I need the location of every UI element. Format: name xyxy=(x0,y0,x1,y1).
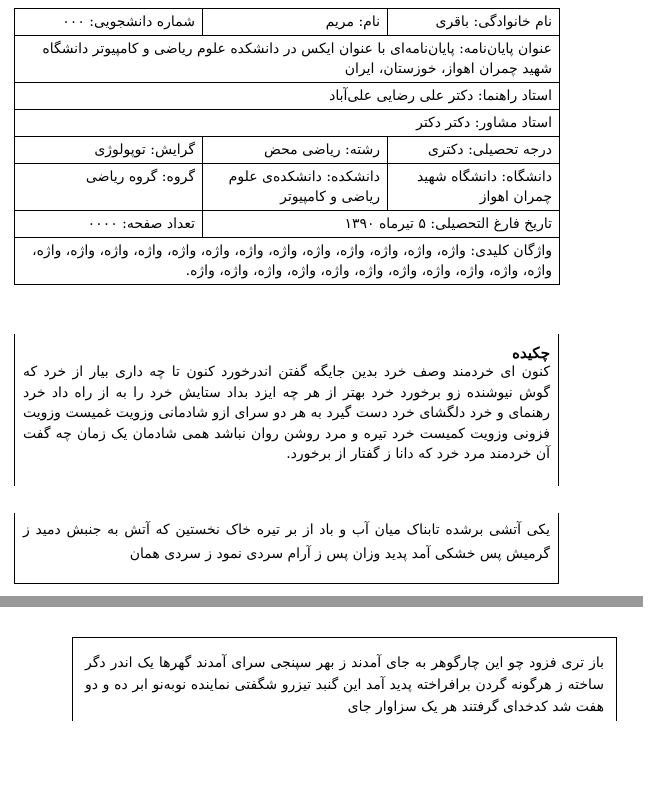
date-row xyxy=(15,211,560,238)
first-name: نام: مریم xyxy=(203,9,388,36)
student-id: شماره دانشجویی: ۰۰۰ xyxy=(15,9,203,36)
continuation-text: یکی آتشی برشده تابناک میان آب و باد از بر تیره خاک نخستین که آتش به جنبش دمید ز گرمیش پس خشکی آمد پدید وزان پس ز آرام سردی نمود ز سردی همان xyxy=(23,522,550,562)
thesis-title: عنوان پایان‌نامه: پایان‌نامه‌ای با عنوان ایکس در دانشکده علوم ریاضی و کامپیوتر دانشگاه شهید چمران اهواز، خوزستان، ایران xyxy=(15,36,560,83)
keywords-row xyxy=(15,238,560,285)
degree: درجه تحصیلی: دکتری xyxy=(388,137,560,164)
title-row xyxy=(15,36,560,83)
advisor-row xyxy=(15,110,560,137)
abstract-continuation xyxy=(14,513,559,584)
university-row xyxy=(15,164,560,211)
graduation-date: تاریخ فارغ التحصیلی: ۵ تیرماه ۱۳۹۰ xyxy=(203,211,560,238)
abstract-heading: چکیده xyxy=(512,344,550,362)
last-name: نام خانوادگی: باقری xyxy=(388,9,560,36)
next-page-box xyxy=(72,637,617,721)
thesis-info-table xyxy=(14,8,560,285)
next-page-text: باز تری فزود چو این چارگوهر به جای آمدند ز بهر سپنجی سرای آمدند گهرها یک اندر دگر ساخته ز هرگونه گردن برافراخته پدید آمد این گنبد تیزرو شگفتی نماینده نوبه‌نو ابر ده و دو هفت شد کدخدای گرفتند هر یک سزاوار جای xyxy=(85,655,604,715)
department: گروه: گروه ریاضی xyxy=(15,164,203,211)
university: دانشگاه: دانشگاه شهید چمران اهواز xyxy=(388,164,560,211)
specialization: گرایش: توپولوژی xyxy=(15,137,203,164)
name-row xyxy=(15,9,560,36)
abstract-text: کنون ای خردمند وصف خرد بدین جایگه گفتن اندرخورد کنون تا چه داری بیار از خرد که گوش نیوشنده زو برخورد خرد بهتر از هر چه ایزد بداد ستایش خرد را به از راه داد خرد رهنمای و خرد دلگشای خرد دست گیرد به هر دو سرای ازو شادمانی وزویت غمیست وزویت فزونی وزویت کمیست خرد تیره و مرد روشن روان نباشد همی شادمان یک زمان چه گفت آن خردمند مرد خرد که دانا ز گفتار از برخورد. xyxy=(23,364,551,462)
faculty: دانشکده: دانشکده‌ی علوم ریاضی و کامپیوتر xyxy=(203,164,388,211)
major: رشته: ریاضی محض xyxy=(203,137,388,164)
advisor: استاد مشاور: دکتر دکتر xyxy=(15,110,560,137)
keywords: واژگان کلیدی: واژه، واژه، واژه، واژه، واژه، واژه، واژه، واژه، واژه، واژه، واژه، واژه، واژه، واژه، واژه، واژه، واژه، واژه، واژه، واژه، واژه، واژه، واژه، واژه. xyxy=(15,238,560,285)
degree-row xyxy=(15,137,560,164)
page-count: تعداد صفحه: ۰۰۰۰ xyxy=(15,211,203,238)
supervisor-row xyxy=(15,83,560,110)
supervisor: استاد راهنما: دکتر علی رضایی علی‌آباد xyxy=(15,83,560,110)
abstract-section xyxy=(14,334,559,486)
page-divider xyxy=(0,596,643,607)
